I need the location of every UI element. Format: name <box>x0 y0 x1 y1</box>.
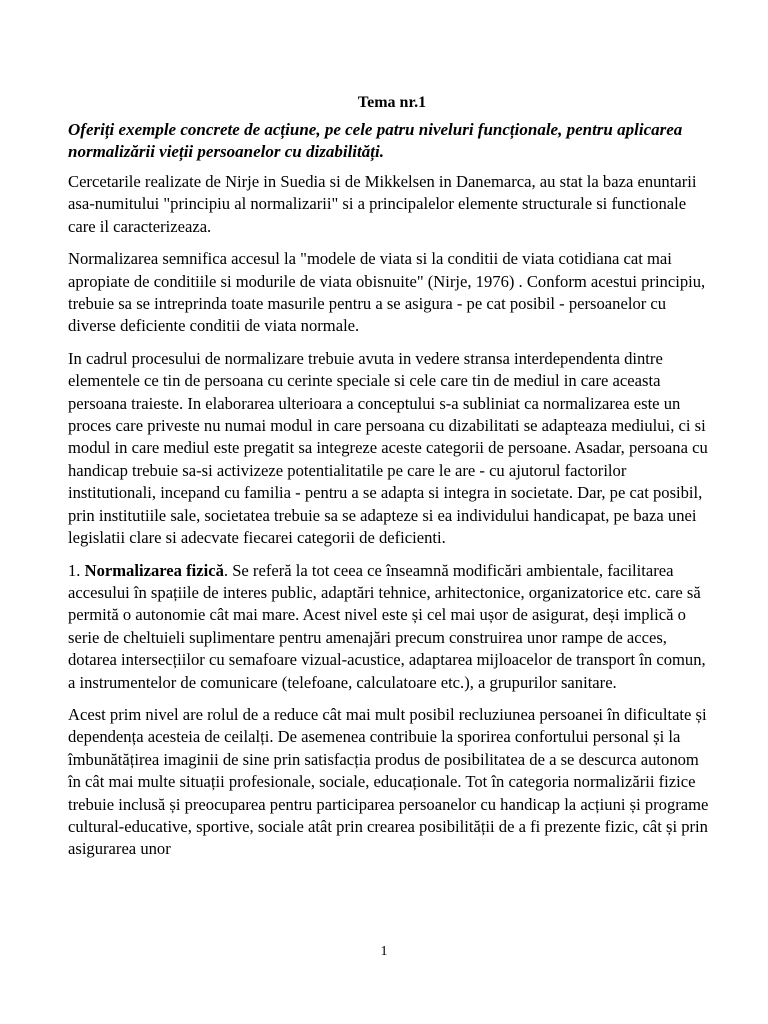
paragraph-3: In cadrul procesului de normalizare trebuie avuta in vedere stransa interdependenta dintre elementele ce tin de persoana cu cerinte speciale si cele care tin de mediul in care aceasta persoana traieste. In elaborarea ulterioara a conceptului s-a subliniat ca normalizarea este un proces care priveste nu numai modul in care persoana cu dizabilitati se adapteaza mediului, ci si modul in care mediul este pregatit sa integreze aceste categorii de persoane. Asadar, persoana cu handicap trebuie sa-si activizeze potentialitatile pe care le are - cu ajutorul factorilor institutionali, incepand cu familia - pentru a se adapta si integra in societate. Dar, pe cat posibil, prin institutiile sale, societatea trebuie sa se adapteze si ea individului handicapat, pe baza unei legislatii clare si adecvate fiecarei categorii de deficienti. <box>68 348 708 548</box>
section-1-heading: Normalizarea fizică <box>84 560 224 580</box>
document-subtitle: Oferiți exemple concrete de acțiune, pe cele patru niveluri funcționale, pentru aplicarea normalizării vieții persoanelor cu dizabilități. <box>68 120 683 161</box>
paragraph-1: Cercetarile realizate de Nirje in Suedia si de Mikkelsen in Danemarca, au stat la baza enuntarii asa-numitului "principiu al normalizarii" si a principalelor elemente structurale si functionale care il caracterizeaza. <box>68 172 697 236</box>
section-1-text: . Se referă la tot ceea ce înseamnă modificări ambientale, facilitarea accesului în spațiile de interes public, adaptări tehnice, arhitectonice, organizatorice etc. care să permită o autonomie cât mai mare. Acest nivel este și cel mai ușor de asigurat, deși implică o serie de cheltuieli suplimentare pentru amenajări precum construirea unor rampe de acces, dotarea intersecțiilor cu semafoare vizual-acustice, adaptarea mijloacelor de transport în comun, a instrumentelor de comunicare (telefoane, calculatoare etc.), a grupurilor sanitare. <box>68 560 706 692</box>
document-title: Tema nr.1 <box>357 94 427 111</box>
section-1-number: 1. <box>68 560 85 580</box>
section-1-paragraph <box>68 560 714 694</box>
paragraph-2: Normalizarea semnifica accesul la "modele de viata si la conditii de viata cotidiana cat mai apropiate de conditiile si modurile de viata obisnuite" (Nirje, 1976) . Conform acestui principiu, trebuie sa se intreprinda toate masurile pentru a se asigura - pe cat posibil - persoanelor cu diverse deficiente conditii de viata normale. <box>68 249 706 336</box>
document-page <box>68 92 714 871</box>
paragraph-5: Acest prim nivel are rolul de a reduce cât mai mult posibil recluziunea persoanei în dificultate și dependența acesteia de ceilalți. De asemenea contribuie la sporirea confortului personal și la îmbunătățirea imaginii de sine prin satisfacția produs de posibilitatea de a se descurca autonom în cât mai multe situații profesionale, sociale, educaționale. Tot în categoria normalizării fizice trebuie inclusă și preocuparea pentru participarea persoanelor cu handicap la acțiuni și programe cultural-educative, sportive, sociale atât prin crearea posibilității de a fi prezente fizic, cât și prin asigurarea unor <box>68 704 709 859</box>
page-number: 1 <box>380 944 388 959</box>
